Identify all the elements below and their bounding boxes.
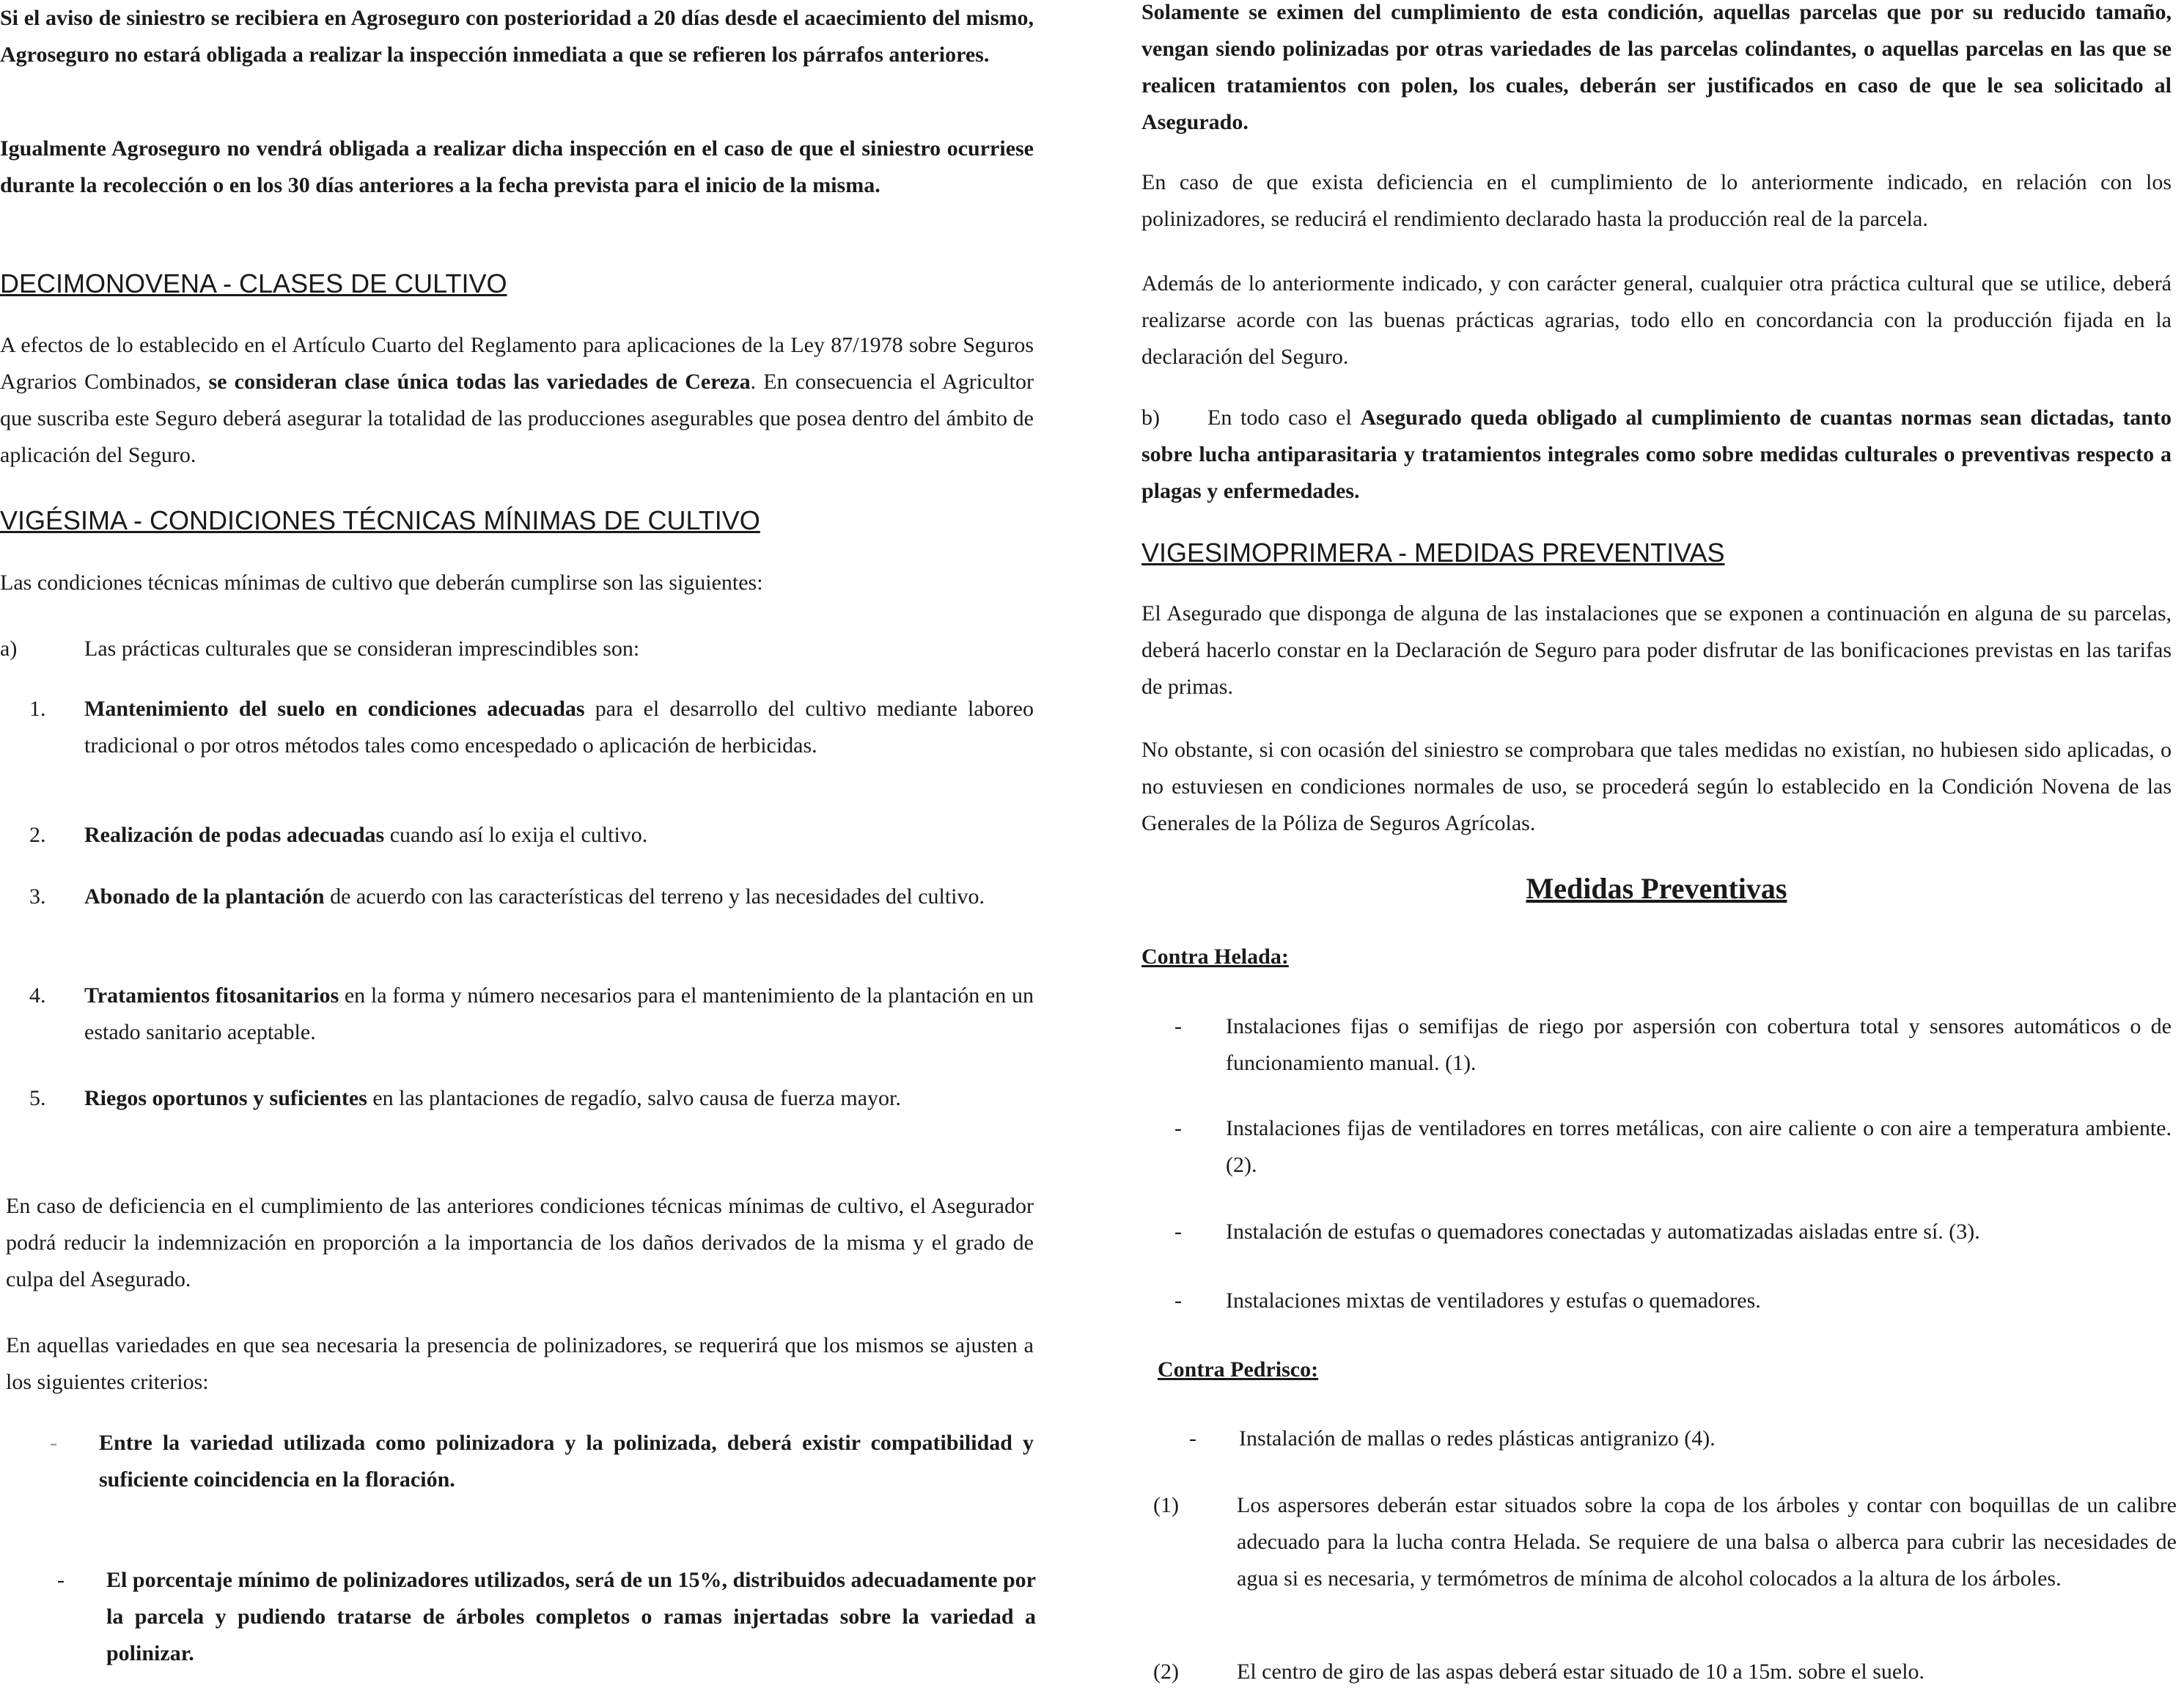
paragraph-porcentaje: El porcentaje mínimo de polinizadores utilizados, será de un 15%, distribuidos adecuadamente por la parcela y pudiendo tratarse de árboles completos o ramas injertadas sobre la variedad a polinizar.: [106, 1568, 1036, 1665]
list-marker-b: b): [1141, 406, 1160, 430]
list-item-number: 3.: [29, 884, 46, 909]
footnote-text: El centro de giro de las aspas deberá estar situado de 10 a 15m. sobre el suelo.: [1237, 1660, 1925, 1684]
list-item-rest: para el desarrollo del cultivo mediante laboreo tradicional o por otros métodos tales como encespedado o aplicación de herbicidas.: [84, 697, 1034, 758]
list-item: [29, 879, 1034, 978]
list-item-text: [84, 691, 1034, 764]
list-item-text: [84, 817, 1034, 854]
paragraph-instalaciones: El Asegurado que disponga de alguna de las instalaciones que se exponen a continuación en alguna de su parcelas, deberá hacerlo constar en la Declaración de Seguro para poder disfrutar de las bonificaciones previstas en las tarifas de primas.: [1141, 601, 2172, 699]
page-title: Medidas Preventivas: [1526, 872, 1787, 905]
text-obligaciones-a: En todo caso el: [1207, 406, 1361, 430]
list-item-bold: Realización de podas adecuadas: [84, 823, 385, 847]
list-item-rest: de acuerdo con las características del terreno y las necesidades del cultivo.: [324, 884, 985, 909]
dash-marker: -: [1174, 1116, 1182, 1140]
dash-marker: -: [1189, 1426, 1196, 1451]
section-heading-decimonovena: DECIMONOVENA - CLASES DE CULTIVO: [0, 268, 507, 298]
paragraph-compatibilidad: Entre la variedad utilizada como polinizadora y la polinizada, deberá existir compatibilidad y suficiente coincidencia en la floración.: [99, 1431, 1034, 1492]
footnote-number: (1): [1153, 1493, 1179, 1517]
section-heading-vigesimoprimera: VIGESIMOPRIMERA - MEDIDAS PREVENTIVAS: [1141, 538, 1725, 568]
text-obligaciones-b: Asegurado queda obligado al cumplimiento de cuantas normas sean dictadas, tanto sobre lucha antiparasitaria y tratamientos integrales como sobre medidas culturales o preventivas respecto a plagas y enfermedades.: [1141, 406, 2172, 503]
list-item-rest: en las plantaciones de regadío, salvo causa de fuerza mayor.: [367, 1086, 901, 1110]
paragraph-aviso-siniestro: Si el aviso de siniestro se recibiera en Agroseguro con posterioridad a 20 días desde el acaecimiento del mismo, Agroseguro no estará obligada a realizar la inspección inmediata a que se refieren los párrafos anteriores.: [0, 6, 1034, 67]
dash-marker: -: [1174, 1288, 1182, 1313]
list-item-bold: Tratamientos fitosanitarios: [84, 983, 339, 1008]
list-item-text: [84, 978, 1034, 1051]
paragraph-inspeccion: Igualmente Agroseguro no vendrá obligada a realizar dicha inspección en el caso de que el siniestro ocurriese durante la recolección o en los 30 días anteriores a la fecha prevista para el inicio de la misma.: [0, 136, 1034, 197]
footnote-number: (2): [1153, 1660, 1179, 1684]
list-marker-a: a): [0, 637, 18, 661]
paragraph-polinizadores: En aquellas variedades en que sea necesaria la presencia de polinizadores, se requerirá que los mismos se ajusten a los siguientes criterios:: [6, 1333, 1034, 1394]
list-item-helada: Instalación de estufas o quemadores conectadas y automatizadas aisladas entre sí. (3).: [1226, 1220, 1980, 1244]
list-item: [29, 817, 1034, 879]
list-item-bold: Mantenimiento del suelo en condiciones adecuadas: [84, 697, 585, 721]
text-clases-a: A efectos de lo establecido en el Artículo Cuarto del Reglamento para aplicaciones de la Ley 87/1978 sobre Seguros Agrarios Combinados,: [0, 333, 1034, 394]
paragraph-clases-cultivo: [0, 327, 1034, 474]
list-item-number: 1.: [29, 697, 46, 721]
paragraph-obligaciones: [1141, 400, 2172, 510]
list-item: [29, 978, 1034, 1080]
paragraph-practicas: Las prácticas culturales que se consideran imprescindibles son:: [84, 637, 640, 661]
list-item-pedrisco: Instalación de mallas o redes plásticas antigranizo (4).: [1239, 1426, 1716, 1451]
list-item-helada: Instalaciones fijas de ventiladores en torres metálicas, con aire caliente o con aire a temperatura ambiente. (2).: [1226, 1116, 2172, 1177]
list-item-number: 4.: [29, 983, 46, 1008]
list-item-text: [84, 879, 1034, 915]
paragraph-exencion: Solamente se eximen del cumplimiento de esta condición, aquellas parcelas que por su reducido tamaño, vengan siendo polinizadas por otras variedades de las parcelas colindantes, o aquellas parcelas en las que se realicen tratamientos con polen, los cuales, deberán ser justificados en caso de que le sea solicitado al Asegurado.: [1141, 0, 2172, 134]
list-item-helada: Instalaciones fijas o semifijas de riego por aspersión con cobertura total y sensores automáticos o de funcionamiento manual. (1).: [1226, 1014, 2172, 1075]
footnote-text: Los aspersores deberán estar situados sobre la copa de los árboles y contar con boquillas de un calibre adecuado para la lucha contra Helada. Se requiere de una balsa o alberca para cubrir las necesidades de agua si es necesaria, y termómetros de mínima de alcohol colocados a la altura de los árboles.: [1237, 1493, 2177, 1591]
subheading-pedrisco: Contra Pedrisco:: [1158, 1357, 1319, 1382]
list-item-text: [84, 1080, 1034, 1117]
paragraph-deficiencia: En caso de deficiencia en el cumplimiento de las anteriores condiciones técnicas mínimas de cultivo, el Asegurador podrá reducir la indemnización en proporción a la importancia de los daños derivados de la misma y el grado de culpa del Asegurado.: [6, 1194, 1034, 1291]
list-item-bold: Abonado de la plantación: [84, 884, 325, 909]
text-clases-b: se consideran clase única todas las variedades de Cereza: [208, 370, 751, 394]
list-item-helada: Instalaciones mixtas de ventiladores y estufas o quemadores.: [1226, 1288, 1761, 1313]
list-item-rest: en la forma y número necesarios para el mantenimiento de la plantación en un estado sanitario aceptable.: [84, 983, 1034, 1044]
list-practicas: [29, 691, 1034, 1176]
list-item-number: 2.: [29, 823, 46, 847]
list-item-number: 5.: [29, 1086, 46, 1110]
list-item: [29, 1080, 1034, 1176]
paragraph-condiciones-minimas: Las condiciones técnicas mínimas de cultivo que deberán cumplirse son las siguientes:: [0, 571, 763, 595]
paragraph-no-obstante: No obstante, si con ocasión del siniestro se comprobara que tales medidas no existían, no hubiesen sido aplicadas, o no estuviesen en condiciones normales de uso, se procederá según lo establecido en la Condición Novena de las Generales de la Póliza de Seguros Agrícolas.: [1141, 738, 2172, 835]
section-heading-vigesima: VIGÉSIMA - CONDICIONES TÉCNICAS MÍNIMAS DE CULTIVO: [0, 505, 760, 535]
list-item-rest: cuando así lo exija el cultivo.: [384, 823, 648, 847]
dash-marker: -: [50, 1431, 57, 1455]
subheading-helada: Contra Helada:: [1141, 945, 1289, 969]
paragraph-deficiencia-polinizadores: En caso de que exista deficiencia en el cumplimiento de lo anteriormente indicado, en relación con los polinizadores, se reducirá el rendimiento declarado hasta la producción real de la parcela.: [1141, 170, 2172, 231]
list-item: [29, 691, 1034, 817]
dash-marker: -: [57, 1568, 65, 1592]
paragraph-practica-cultural: Además de lo anteriormente indicado, y con carácter general, cualquier otra práctica cultural que se utilice, deberá realizarse acorde con las buenas prácticas agrarias, todo ello en concordancia con la producción fijada en la declaración del Seguro.: [1141, 271, 2172, 369]
dash-marker: -: [1174, 1014, 1182, 1038]
list-item-bold: Riegos oportunos y suficientes: [84, 1086, 367, 1110]
text-clases-c: . En consecuencia el Agricultor que suscriba este Seguro deberá asegurar la totalidad de las producciones asegurables que posea dentro del ámbito de aplicación del Seguro.: [0, 370, 1034, 467]
dash-marker: -: [1174, 1220, 1182, 1244]
